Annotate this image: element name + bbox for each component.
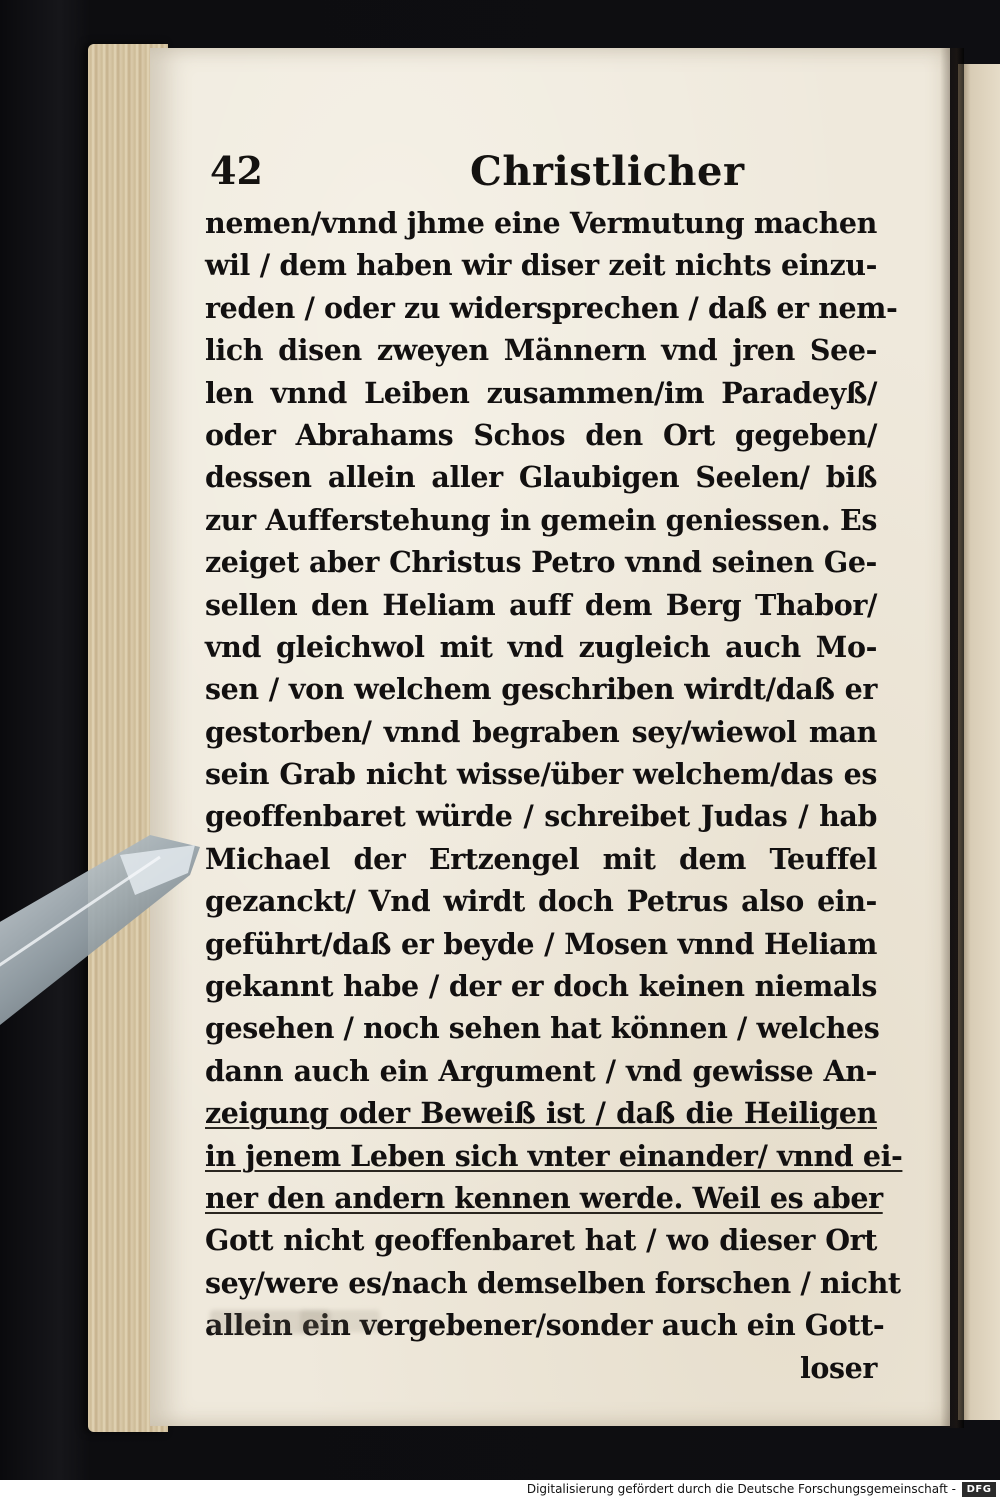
text-line: sen / von welchem geschriben wirdt/daß er <box>205 672 877 707</box>
gutter-shadow <box>940 48 964 1428</box>
text-line: gestorben/ vnnd begraben sey/wiewol man <box>205 714 877 749</box>
show-through-mark <box>300 1310 380 1332</box>
dfg-logo: DFG <box>962 1482 996 1497</box>
catchword: loser <box>799 1350 877 1385</box>
text-line: vnd gleichwol mit vnd zugleich auch Mo- <box>205 629 877 664</box>
text-line: Gott nicht geoffenbaret hat / wo dieser Ort <box>205 1223 877 1258</box>
text-line-underlined: ner den andern kennen werde. Weil es aber <box>205 1180 883 1215</box>
text-line-underlined: zeigung oder Beweiß ist / daß die Heiligen <box>205 1096 877 1131</box>
text-line: sein Grab nicht wisse/über welchem/das es <box>205 757 877 792</box>
text-line: sey/were es/nach demselben forschen / nicht <box>205 1265 901 1300</box>
text-line: dessen allein aller Glaubigen Seelen/ biß <box>205 460 877 495</box>
text-line: geoffenbaret würde / schreibet Judas / hab <box>205 799 877 834</box>
text-line: Michael der Ertzengel mit dem Teuffel <box>205 841 877 876</box>
text-line: gekannt habe / der er doch keinen niemals <box>205 969 877 1004</box>
text-line: geführt/daß er beyde / Mosen vnnd Heliam <box>205 926 877 961</box>
text-line: lich disen zweyen Männern vnd jren See- <box>205 333 877 368</box>
text-line: allein ein vergebener/sonder auch ein Gott- <box>205 1308 885 1343</box>
footer-bar <box>0 1480 1000 1500</box>
text-line: len vnnd Leiben zusammen/im Paradeyß/ <box>205 375 877 410</box>
footer-credit: Digitalisierung gefördert durch die Deutsche Forschungsgemeinschaft - <box>526 1482 956 1496</box>
text-line: gezanckt/ Vnd wirdt doch Petrus also ein- <box>205 884 877 919</box>
text-line: nemen/vnnd jhme eine Vermutung machen <box>205 206 877 240</box>
body-text <box>205 202 903 1389</box>
text-line: sellen den Heliam auff dem Berg Thabor/ <box>205 587 877 622</box>
pointer-stylus-icon <box>0 835 210 1065</box>
text-line: wil / dem haben wir diser zeit nichts einzu- <box>205 248 877 283</box>
text-line: zur Aufferstehung in gemein geniessen. Es <box>205 502 877 537</box>
text-line: oder Abrahams Schos den Ort gegeben/ <box>205 417 877 452</box>
text-line: zeiget aber Christus Petro vnnd seinen Ge- <box>205 545 877 580</box>
page-header <box>210 148 870 198</box>
text-line: gesehen / noch sehen hat können / welches <box>205 1011 880 1046</box>
text-line-underlined: in jenem Leben sich vnter einander/ vnnd ei- <box>205 1138 903 1173</box>
text-line: dann auch ein Argument / vnd gewisse An- <box>205 1053 877 1088</box>
running-head: Christlicher <box>470 148 745 195</box>
text-line: reden / oder zu widersprechen / daß er nem- <box>205 290 898 325</box>
facing-page-edge <box>958 64 1000 1420</box>
page-number: 42 <box>210 148 263 193</box>
